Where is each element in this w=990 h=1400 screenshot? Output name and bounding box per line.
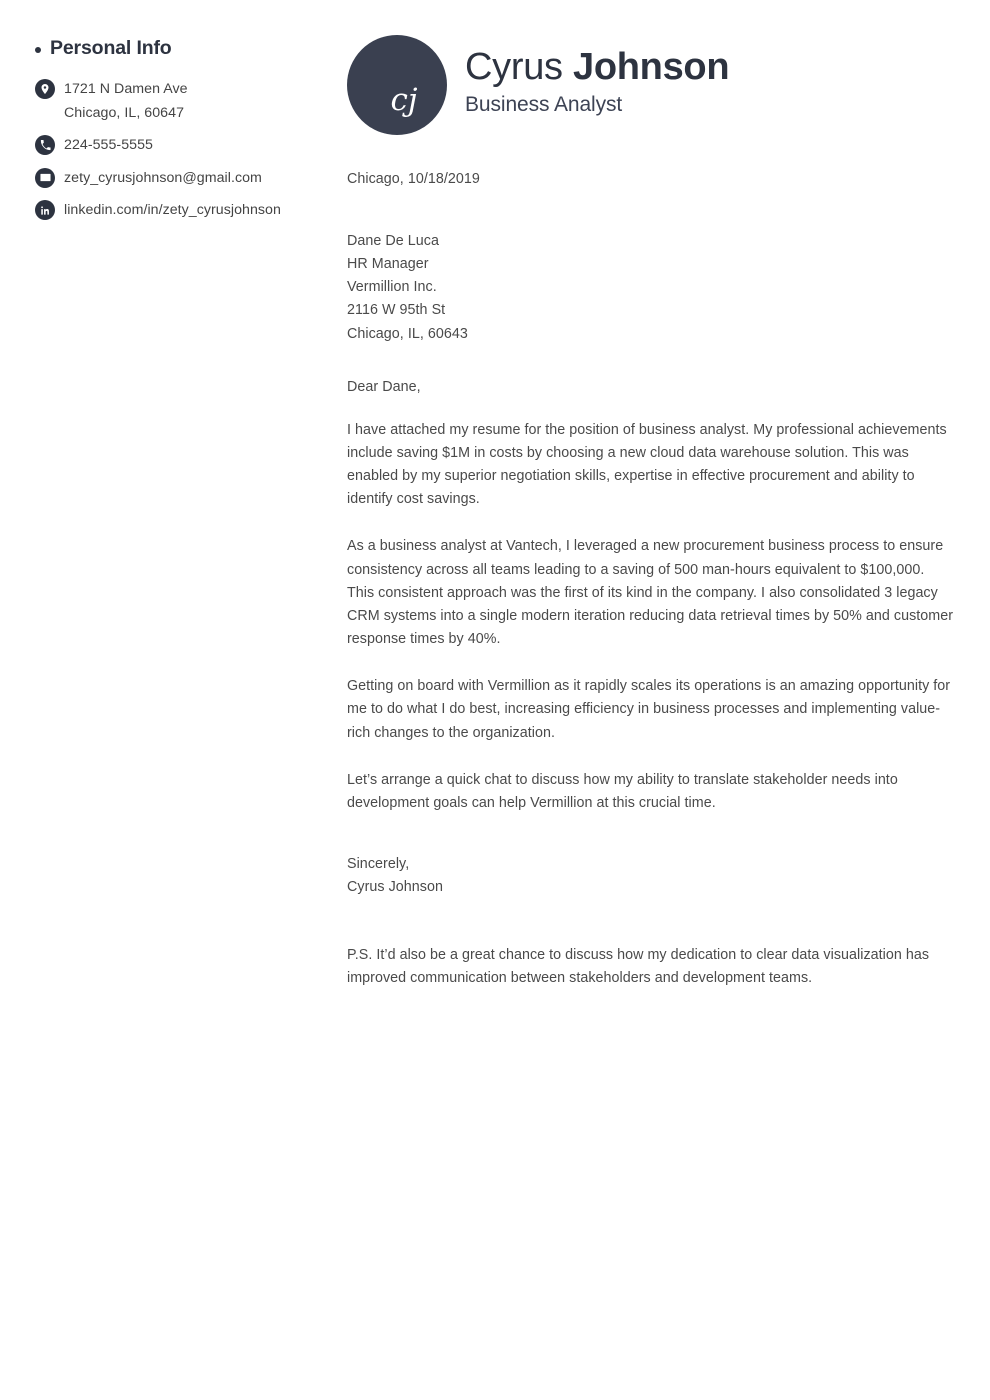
letter-body-column — [347, 0, 990, 1400]
header-text-block — [465, 46, 729, 124]
recipient-street: 2116 W 95th St — [347, 302, 446, 319]
bullet-icon — [35, 47, 41, 53]
recipient-name: Dane De Luca — [347, 233, 440, 249]
personal-info-sidebar — [0, 0, 347, 1400]
map-pin-icon — [35, 79, 55, 99]
contact-list — [35, 78, 327, 222]
personal-info-heading — [35, 38, 327, 59]
address-line-2: Chicago, IL, 60647 — [64, 104, 185, 121]
letter-header — [347, 35, 955, 135]
recipient-title: HR Manager — [347, 256, 429, 273]
avatar-monogram: cj — [390, 82, 418, 118]
envelope-icon — [35, 168, 55, 188]
first-name: Cyrus — [465, 46, 563, 89]
recipient-address-block — [347, 230, 955, 346]
signature-name: Cyrus Johnson — [347, 879, 444, 896]
recipient-company: Vermillion Inc. — [347, 279, 437, 296]
avatar — [347, 35, 447, 135]
contact-item-phone[interactable] — [35, 134, 327, 157]
date-line: Chicago, 10/18/2019 — [347, 171, 480, 187]
contact-address-text — [64, 78, 188, 125]
body-paragraph: I have attached my resume for the position of business analyst. My professional achievements include saving $1M in costs by choosing a new cloud data warehouse solution. This was enabled by my superior negotiation skills, expertise in effective procurement and ability to identify cost savings. — [347, 421, 947, 508]
contact-item-address[interactable] — [35, 78, 327, 125]
closing-text: Sincerely, — [347, 855, 410, 872]
page-title — [465, 46, 729, 89]
contact-item-email[interactable] — [35, 167, 327, 190]
address-line-1: 1721 N Damen Ave — [64, 81, 188, 98]
body-paragraph: Let’s arrange a quick chat to discuss how my ability to translate stakeholder needs into development goals can help Vermillion at this crucial time. — [347, 771, 898, 811]
signoff-block — [347, 853, 955, 899]
body-paragraph: Getting on board with Vermillion as it rapidly scales its operations is an amazing opportunity for me to do what I do best, increasing efficiency in business processes and implementing value-rich changes to the organization. — [347, 678, 951, 741]
linkedin-icon — [35, 200, 55, 220]
salutation: Dear Dane, — [347, 378, 421, 395]
recipient-city-state-zip: Chicago, IL, 60643 — [347, 325, 468, 342]
contact-item-linkedin[interactable] — [35, 199, 327, 222]
contact-phone-text: 224-555-5555 — [64, 137, 153, 154]
body-paragraph: As a business analyst at Vantech, I leveraged a new procurement business process to ensure consistency across all teams leading to a saving of 500 man-hours equivalent to $100,000. This consistent approach was the first of its kind in the company. I also consolidated 3 legacy CRM systems into a single modern iteration reducing data retrieval times by 50% and customer response times by 40%. — [347, 538, 954, 648]
contact-linkedin-text: linkedin.com/in/zety_cyrusjohnson — [64, 202, 281, 219]
postscript: P.S. It’d also be a great chance to discuss how my dedication to clear data visualization has improved communication between stakeholders and development teams. — [347, 947, 930, 987]
contact-email-text: zety_cyrusjohnson@gmail.com — [64, 169, 262, 186]
last-name: Johnson — [573, 46, 730, 89]
section-heading-label: Personal Info — [50, 37, 172, 59]
phone-icon — [35, 135, 55, 155]
job-title: Business Analyst — [465, 92, 623, 116]
